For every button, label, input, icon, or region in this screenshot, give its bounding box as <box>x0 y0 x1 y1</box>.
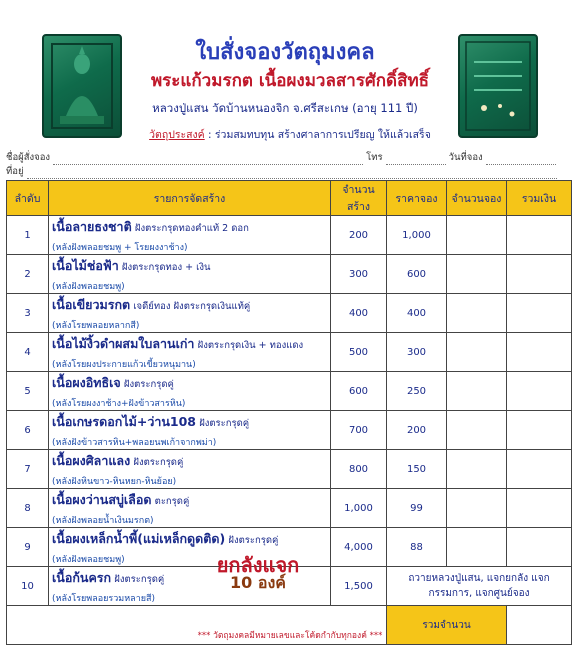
item-name: เนื้อผงศิลาแลง <box>52 452 131 468</box>
booking-price: 88 <box>387 528 447 567</box>
footer-note: *** วัตถุมงคลมีหมายเลขและโค้ดกำกับทุกองค์ *** <box>197 631 383 641</box>
free-distribution-stamp <box>198 555 318 591</box>
item-cell <box>49 216 331 255</box>
item-cell <box>49 333 331 372</box>
item-name: เนื้อลายธงชาติ <box>52 218 132 234</box>
booking-price: 150 <box>387 450 447 489</box>
order-qty-cell[interactable] <box>447 255 507 294</box>
address-row <box>6 164 574 179</box>
booking-price: 1,000 <box>387 216 447 255</box>
phone-label: โทร <box>366 152 383 163</box>
booking-price: 300 <box>387 333 447 372</box>
page-subtitle: พระแก้วมรกต เนื้อผงมวลสารศักดิ์สิทธิ์ <box>150 71 430 91</box>
order-qty-cell[interactable] <box>447 294 507 333</box>
item-name: เนื้อผงอิทธิเจ <box>52 374 121 390</box>
build-quantity: 300 <box>331 255 387 294</box>
free-line-2: 10 องค์ <box>230 573 286 592</box>
table-row <box>7 489 572 528</box>
name-label: ชื่อผู้สั่งจอง <box>6 152 51 163</box>
row-number: 4 <box>7 333 49 372</box>
item-name: เนื้อไม้งิ้วดำผสมใบลานเก่า <box>52 335 195 351</box>
booking-price: 250 <box>387 372 447 411</box>
order-qty-cell[interactable] <box>447 333 507 372</box>
purpose-text: : ร่วมสมทบทุน สร้างศาลาการเปรียญ ให้แล้วเสร็จ <box>204 129 431 141</box>
date-label: วันที่จอง <box>448 152 483 163</box>
row-number: 6 <box>7 411 49 450</box>
booking-price: 200 <box>387 411 447 450</box>
item-name: เนื้อเขียวมรกต <box>52 296 131 312</box>
booking-price: 400 <box>387 294 447 333</box>
col-header-no: ลำดับ <box>7 181 49 216</box>
purpose-line <box>120 126 460 143</box>
item-sub: (หลังฝังหินขาว-หินหยก-หินย้อย) <box>52 476 177 487</box>
address-field[interactable] <box>27 168 557 179</box>
distribution-note: ถวายหลวงปู่แสน, แจกยกลัง แจกกรรมการ, แจกศูนย์จอง <box>387 567 572 606</box>
build-quantity: 500 <box>331 333 387 372</box>
free-line-1: ยกลังแจก <box>216 553 300 577</box>
item-desc: ฝังตระกรุดเงิน + ทองแดง <box>197 339 304 351</box>
total-cell[interactable] <box>507 333 572 372</box>
build-quantity: 1,500 <box>331 567 387 606</box>
item-desc: ตะกรุดคู่ <box>154 495 190 507</box>
table-row <box>7 255 572 294</box>
item-sub: (หลังฝังพลอยน้ำเงินมรกต) <box>52 515 154 526</box>
build-quantity: 4,000 <box>331 528 387 567</box>
build-quantity: 700 <box>331 411 387 450</box>
item-name: เนื้อก้นครก <box>52 569 112 585</box>
total-cell[interactable] <box>507 255 572 294</box>
item-name: เนื้อผงว่านสบู่เลือด <box>52 491 152 507</box>
table-row <box>7 294 572 333</box>
item-desc: เจดีย์ทอง ฝังตระกรุดเงินแท้คู่ <box>133 300 251 312</box>
row-number: 7 <box>7 450 49 489</box>
item-cell <box>49 411 331 450</box>
item-desc: ฝังตระกรุดคู่ <box>123 378 174 390</box>
table-row <box>7 411 572 450</box>
order-qty-cell[interactable] <box>447 216 507 255</box>
table-row <box>7 450 572 489</box>
item-cell <box>49 255 331 294</box>
item-cell <box>49 450 331 489</box>
total-cell[interactable] <box>507 528 572 567</box>
item-desc: ฝังตระกรุดทอง + เงิน <box>121 261 211 273</box>
total-cell[interactable] <box>507 411 572 450</box>
item-sub: (หลังฝังข้าวสารหิน+พลอยนพเก้าจากพม่า) <box>52 437 217 448</box>
table-row <box>7 333 572 372</box>
item-desc: ฝังตระกรุดคู่ <box>133 456 184 468</box>
amulet-image-right <box>458 34 538 138</box>
item-sub: (หลังฝังพลอยชมพู) <box>52 554 125 565</box>
order-qty-cell[interactable] <box>447 372 507 411</box>
total-label: รวมจำนวน <box>387 606 507 645</box>
address-label: ที่อยู่ <box>6 166 24 177</box>
row-number: 10 <box>7 567 49 606</box>
item-name: เนื้อไม้ช่อฟ้า <box>52 257 119 273</box>
booking-price: 600 <box>387 255 447 294</box>
monk-info: หลวงปู่แสน วัดบ้านหนองจิก จ.ศรีสะเกษ (อายุ 111 ปี) <box>152 101 418 115</box>
order-qty-cell[interactable] <box>447 528 507 567</box>
item-cell <box>49 489 331 528</box>
row-number: 5 <box>7 372 49 411</box>
build-quantity: 200 <box>331 216 387 255</box>
build-quantity: 400 <box>331 294 387 333</box>
item-sub: (หลังฝังพลอยชมพู) <box>52 281 125 292</box>
row-number: 8 <box>7 489 49 528</box>
item-desc: ฝังตระกรุดคู่ <box>114 573 165 585</box>
col-header-order-qty: จำนวนจอง <box>447 181 507 216</box>
total-cell[interactable] <box>507 489 572 528</box>
order-qty-cell[interactable] <box>447 489 507 528</box>
col-header-quantity: จำนวนสร้าง <box>331 181 387 216</box>
total-cell[interactable] <box>507 216 572 255</box>
build-quantity: 600 <box>331 372 387 411</box>
row-number: 9 <box>7 528 49 567</box>
total-cell[interactable] <box>507 372 572 411</box>
item-desc: ฝังตระกรุดคู่ <box>199 417 250 429</box>
row-number: 1 <box>7 216 49 255</box>
booking-price: 99 <box>387 489 447 528</box>
row-number: 2 <box>7 255 49 294</box>
order-qty-cell[interactable] <box>447 450 507 489</box>
table-row <box>7 216 572 255</box>
item-name: เนื้อเกษรดอกไม้+ว่าน108 <box>52 413 196 429</box>
table-row <box>7 372 572 411</box>
col-header-price: ราคาจอง <box>387 181 447 216</box>
amulet-image-left <box>42 34 122 138</box>
page-title: ใบสั่งจองวัตถุมงคล <box>195 40 375 65</box>
item-desc: ฝังตระกรุดคู่ <box>228 534 279 546</box>
item-sub: (หลังโรยผงงาช้าง+ฝังข้าวสารหิน) <box>52 398 186 409</box>
order-qty-cell[interactable] <box>447 411 507 450</box>
item-desc: ฝังตระกรุดทองคำแท้ 2 ดอก <box>134 222 249 234</box>
item-sub: (หลังโรยพลอยหลากสี) <box>52 320 140 331</box>
table-header-row <box>7 181 572 216</box>
item-sub: (หลังฝังพลอยชมพู + โรยผงงาช้าง) <box>52 242 188 253</box>
row-number: 3 <box>7 294 49 333</box>
orderer-row <box>6 150 574 165</box>
item-sub: (หลังโรยผงประกายแก้วเขี้ยวหนุมาน) <box>52 359 196 370</box>
col-header-total: รวมเงิน <box>507 181 572 216</box>
item-name: เนื้อผงเหล็กน้ำพี้(แม่เหล็กดูดติด) <box>52 530 226 546</box>
build-quantity: 1,000 <box>331 489 387 528</box>
purpose-label: วัตถุประสงค์ <box>149 129 205 141</box>
item-cell <box>49 294 331 333</box>
total-cell[interactable] <box>507 294 572 333</box>
build-quantity: 800 <box>331 450 387 489</box>
item-sub: (หลังโรยพลอยรวมหลายสี) <box>52 593 156 604</box>
total-cell[interactable] <box>507 450 572 489</box>
col-header-item: รายการจัดสร้าง <box>49 181 331 216</box>
item-cell <box>49 372 331 411</box>
